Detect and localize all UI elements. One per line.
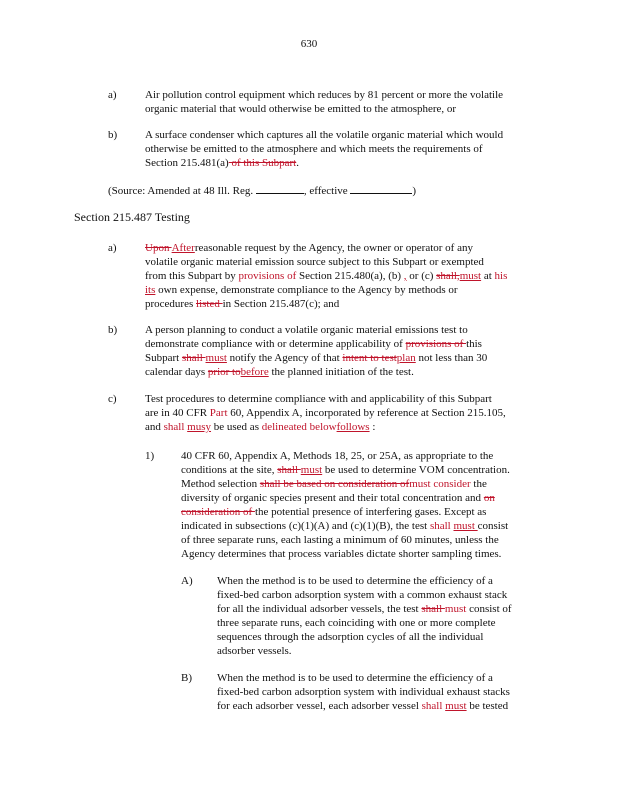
- blank-line-reg: [256, 183, 304, 194]
- deleted-text: provisions of: [405, 338, 467, 350]
- section-c-line-1: Test procedures to determine compliance with and applicability of this Subpart: [145, 393, 492, 405]
- deleted-text: shall,: [436, 270, 460, 282]
- inserted-text: his: [494, 270, 508, 282]
- section-b-label: b): [108, 324, 118, 336]
- inserted-text: shall: [429, 520, 451, 532]
- section-a-line-1: [145, 241, 473, 255]
- section-c1-line-5: [181, 505, 486, 519]
- text: Subpart: [145, 352, 182, 364]
- item-b-line-3: [145, 156, 299, 170]
- deleted-text: Upon: [145, 242, 172, 254]
- section-c1-line-7: of three separate runs, each lasting a minimum of 60 minutes, unless the: [181, 534, 499, 546]
- inserted-text: shall: [163, 421, 185, 433]
- inserted-text: plan: [396, 352, 416, 364]
- text: Method selection: [181, 478, 260, 490]
- inserted-text: before: [240, 366, 269, 378]
- item-b-line-2: otherwise be emitted to the atmosphere and which meets the requirements of: [145, 143, 483, 155]
- text: conditions at the site,: [181, 464, 278, 476]
- item-a-line-2: organic material that would otherwise be emitted to the atmosphere, or: [145, 103, 457, 115]
- section-c1B-label: B): [181, 672, 192, 684]
- inserted-text: its: [145, 284, 156, 296]
- inserted-text: follows: [336, 421, 370, 433]
- inserted-text: must: [453, 520, 478, 532]
- text: own expense, demonstrate compliance to the Agency by methods or: [155, 284, 458, 296]
- inserted-text: must: [459, 270, 482, 282]
- deleted-text: shall: [421, 603, 445, 615]
- source-text-1: (Source: Amended at 48 Ill. Reg.: [108, 185, 256, 197]
- text: diversity of organic species present and their total concentration and: [181, 492, 484, 504]
- section-a-line-2: volatile organic material emission source subject to this Subpart or exempted: [145, 256, 484, 268]
- deleted-text: on: [483, 492, 495, 504]
- deleted-text: of this Subpart: [228, 157, 297, 169]
- section-c1A-line-1: When the method is to be used to determine the efficiency of a: [217, 575, 493, 587]
- text: in Section 215.487(c); and: [222, 298, 340, 310]
- section-b-line-4: [145, 365, 414, 379]
- section-heading: Section 215.487 Testing: [74, 210, 190, 224]
- source-note: [108, 183, 416, 198]
- section-c1B-line-1: When the method is to be used to determine the efficiency of a: [217, 672, 493, 684]
- text: the: [470, 478, 487, 490]
- item-b-line-3-end: .: [296, 157, 299, 169]
- deleted-text: shall be based on consideration of: [259, 478, 410, 490]
- section-c1A-line-5: sequences through the adsorption cycles of all the individual: [217, 631, 484, 643]
- text: from this Subpart by: [145, 270, 239, 282]
- source-text-2: , effective: [303, 185, 351, 197]
- section-c1-line-2: [181, 463, 510, 477]
- section-c1-line-3: [181, 477, 487, 491]
- text: be used to determine VOM concentration.: [322, 464, 510, 476]
- inserted-text: must consider: [409, 478, 471, 490]
- section-c-label: c): [108, 393, 117, 405]
- item-a-label: a): [108, 89, 117, 101]
- text: for all the individual adsorber vessels, the test: [217, 603, 422, 615]
- inserted-text: provisions of: [238, 270, 299, 282]
- text: consist of: [466, 603, 512, 615]
- section-c1-label: 1): [145, 450, 155, 462]
- inserted-text: must: [444, 603, 467, 615]
- section-c1-line-1: 40 CFR 60, Appendix A, Methods 18, 25, or 25A, as appropriate to the: [181, 450, 494, 462]
- text: this: [466, 338, 482, 350]
- text: and: [145, 421, 164, 433]
- section-c1-line-4: [181, 491, 495, 505]
- deleted-text: intent to test: [342, 352, 397, 364]
- inserted-text: musy: [187, 421, 212, 433]
- section-a-label: a): [108, 242, 117, 254]
- text: for each adsorber vessel, each adsorber vessel: [217, 700, 422, 712]
- text: not less than 30: [415, 352, 488, 364]
- section-a-line-4: [145, 283, 458, 297]
- text: procedures: [145, 298, 197, 310]
- section-c1A-label: A): [181, 575, 193, 587]
- text: are in 40 CFR: [145, 407, 210, 419]
- text: demonstrate compliance with or determine applicability of: [145, 338, 406, 350]
- section-a-line-5: [145, 297, 339, 311]
- item-a-line-1: Air pollution control equipment which reduces by 81 percent or more the volatile: [145, 89, 504, 101]
- text: Section 215.480(a), (b): [299, 270, 404, 282]
- deleted-text: consideration of: [181, 506, 255, 518]
- page-number: 630: [300, 38, 318, 50]
- text: or (c): [406, 270, 437, 282]
- text: 60, Appendix A, incorporated by reference at Section 215.105,: [227, 407, 506, 419]
- section-c1-line-8: Agency determines that process variables dictate shorter sampling times.: [181, 548, 502, 560]
- text: :: [369, 421, 376, 433]
- inserted-text: ,: [403, 270, 407, 282]
- inserted-text: delineated below: [261, 421, 337, 433]
- inserted-text: must: [300, 464, 323, 476]
- inserted-text: Part: [209, 407, 228, 419]
- section-b-line-1: A person planning to conduct a volatile organic material emissions test to: [145, 324, 468, 336]
- section-a-line-3: [145, 269, 507, 283]
- text: indicated in subsections (c)(1)(A) and (c)(1)(B), the test: [181, 520, 430, 532]
- inserted-text: must: [445, 700, 467, 712]
- section-c1-line-6: [181, 519, 508, 533]
- text: be tested: [466, 700, 509, 712]
- inserted-text: shall: [421, 700, 443, 712]
- deleted-text: shall: [277, 464, 301, 476]
- section-c1A-line-6: adsorber vessels.: [217, 645, 292, 657]
- text: notify the Agency of that: [226, 352, 343, 364]
- inserted-text: must: [205, 352, 227, 364]
- section-c1A-line-3: [217, 602, 512, 616]
- section-b-line-2: [145, 337, 482, 351]
- deleted-text: prior to: [207, 366, 241, 378]
- text: the planned initiation of the test.: [268, 366, 414, 378]
- section-c1B-line-3: [217, 699, 508, 713]
- text: be used as: [211, 421, 262, 433]
- text: the potential presence of interfering gases. Except as: [254, 506, 487, 518]
- item-b-line-3-text: Section 215.481(a): [145, 157, 229, 169]
- item-b-line-1: A surface condenser which captures all the volatile organic material which would: [145, 129, 504, 141]
- item-b-label: b): [108, 129, 118, 141]
- section-a-line-1-text: reasonable request by the Agency, the owner or operator of any: [194, 242, 473, 254]
- text: consist: [477, 520, 509, 532]
- source-text-3: ): [412, 185, 417, 197]
- section-b-line-3: [145, 351, 487, 365]
- deleted-text: listed: [196, 298, 223, 310]
- section-c1A-line-2: fixed-bed carbon adsorption system with a common exhaust stack: [217, 589, 508, 601]
- deleted-text: shall: [181, 352, 206, 364]
- text: calendar days: [145, 366, 208, 378]
- section-c-line-2: [145, 406, 506, 420]
- section-c-line-3: [145, 420, 375, 434]
- section-c1A-line-4: three separate runs, each coinciding with one or more complete: [217, 617, 496, 629]
- inserted-text: After: [171, 242, 195, 254]
- text: at: [481, 270, 495, 282]
- blank-line-effective: [350, 183, 412, 194]
- section-c1B-line-2: fixed-bed carbon adsorption system with individual exhaust stacks: [217, 686, 510, 698]
